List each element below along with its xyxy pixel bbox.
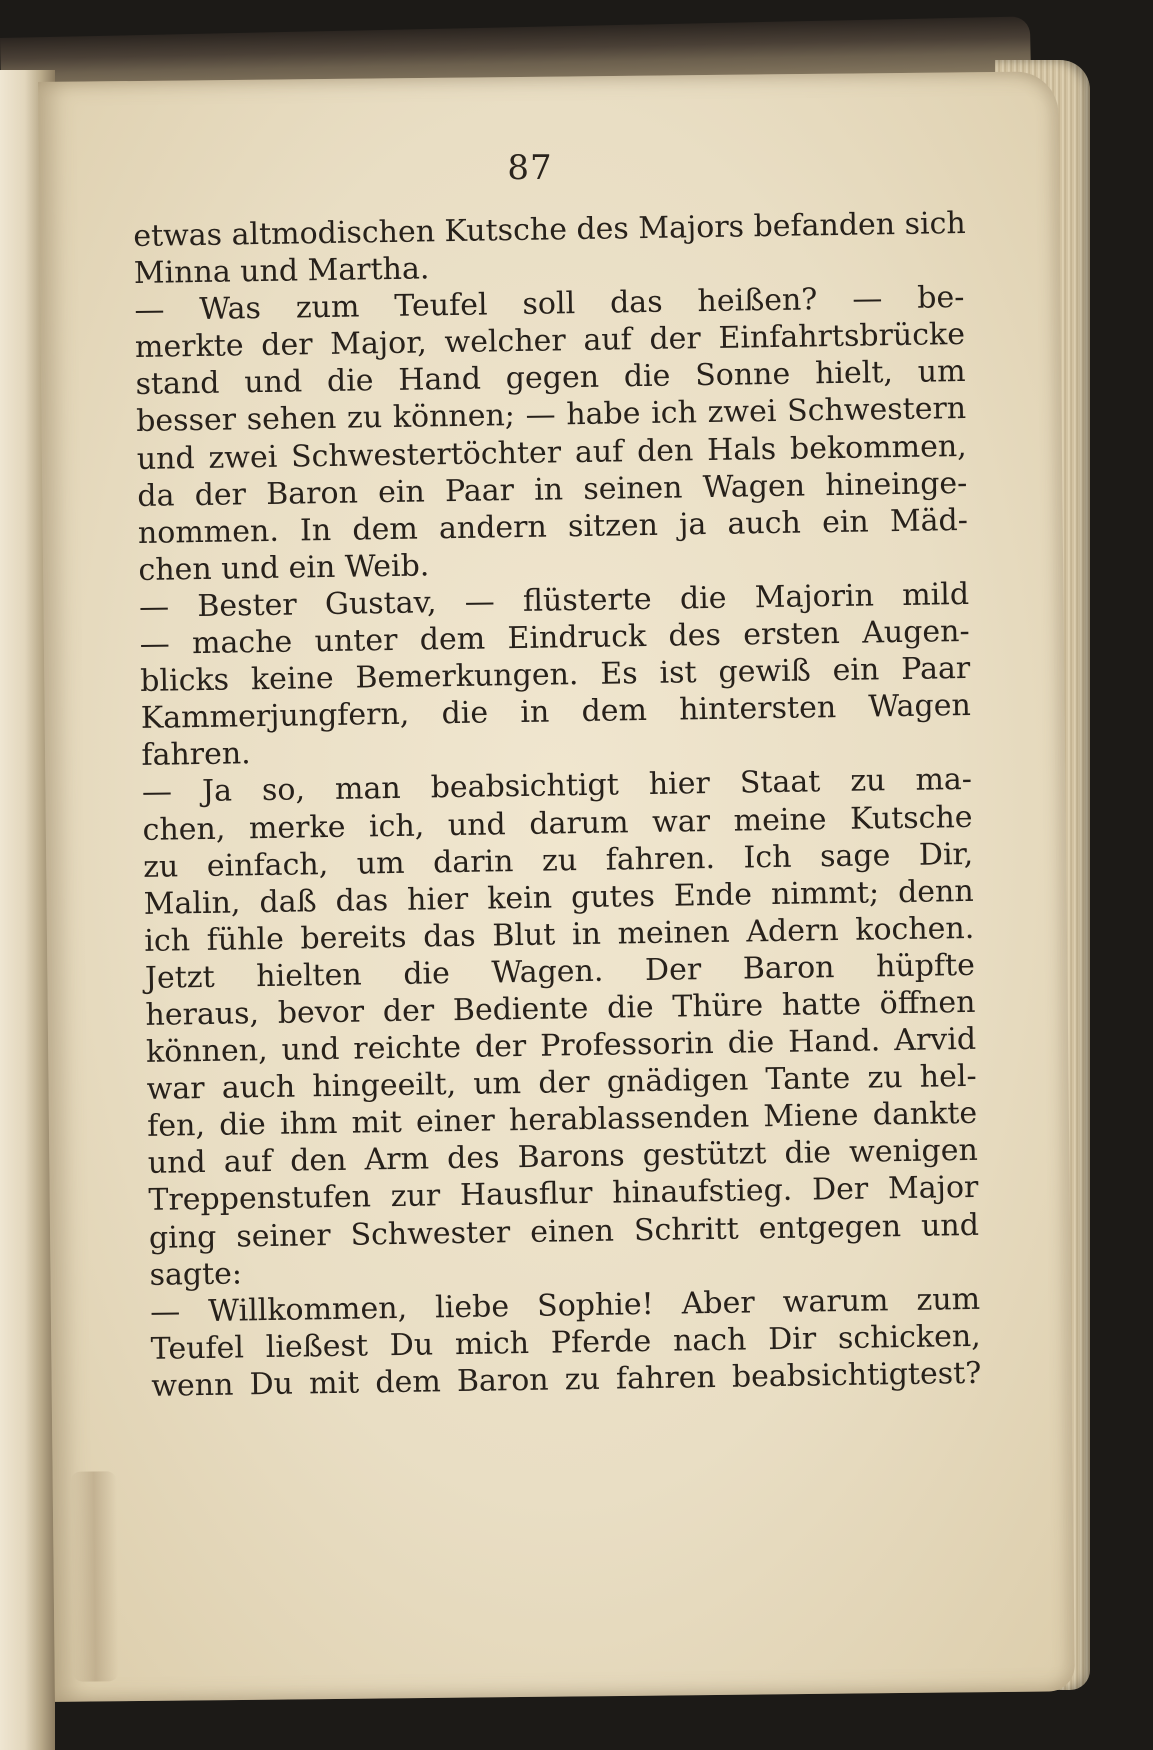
- text-line: merkte der Major, welcher auf der Einfahrtsbrücke: [134, 317, 966, 366]
- text-line: und auf den Arm des Barons gestützt die wenigen: [147, 1133, 979, 1182]
- text-line: Treppenstufen zur Hausflur hinaufstieg. Der Major: [148, 1170, 979, 1219]
- text-line: etwas altmodischen Kutsche des Majors befanden sich: [133, 205, 967, 254]
- text-line: können, und reichte der Professorin die Hand. Arvid: [145, 1021, 977, 1070]
- text-line: da der Baron ein Paar in seinen Wagen hineinge-: [137, 465, 968, 514]
- text-line: fahren.: [141, 736, 251, 774]
- text-line: chen, merke ich, und darum war meine Kutsche: [142, 799, 973, 848]
- page-number: 87: [507, 148, 553, 188]
- text-line: sagte:: [149, 1256, 243, 1293]
- text-line: — Was zum Teufel soll das heißen? — be-: [134, 280, 965, 329]
- text-line: chen und ein Weib.: [138, 548, 430, 588]
- text-line: heraus, bevor der Bediente die Thüre hatte öffnen: [145, 984, 976, 1033]
- text-line: Malin, daß das hier kein gutes Ende nimmt; denn: [143, 873, 974, 922]
- text-line: zu einfach, um darin zu fahren. Ich sage Dir,: [142, 836, 974, 885]
- text-line: Kammerjungfern, die in dem hintersten Wagen: [140, 688, 972, 737]
- text-line: — Bester Gustav, — flüsterte die Majorin mild: [138, 576, 970, 625]
- text-line: Minna und Martha.: [133, 251, 430, 292]
- text-line: ich fühle bereits das Blut in meinen Adern kochen.: [144, 910, 975, 959]
- text-line: und zwei Schwestertöchter auf den Hals bekommen,: [136, 428, 967, 477]
- text-line: Jetzt hielten die Wagen. Der Baron hüpfte: [144, 947, 976, 996]
- text-line: besser sehen zu können; — habe ich zwei Schwestern: [135, 391, 967, 440]
- text-line: — Willkommen, liebe Sophie! Aber warum zum: [149, 1281, 981, 1330]
- text-line: ging seiner Schwester einen Schritt entgegen und: [148, 1207, 980, 1256]
- text-line: war auch hingeeilt, um der gnädigen Tante zu hel-: [146, 1059, 977, 1108]
- text-line: nommen. In dem andern sitzen ja auch ein Mäd-: [137, 502, 969, 551]
- text-line: blicks keine Bemerkungen. Es ist gewiß ein Paar: [140, 651, 971, 700]
- text-line: — mache unter dem Eindruck des ersten Augen-: [139, 613, 970, 662]
- text-line: Teufel ließest Du mich Pferde nach Dir schicken,: [150, 1318, 981, 1367]
- text-line: fen, die ihm mit einer herablassenden Miene dankte: [146, 1096, 978, 1145]
- paper-stain: [71, 1471, 119, 1681]
- text-line: — Ja so, man beabsichtigt hier Staat zu ma-: [141, 762, 973, 811]
- page-text: [133, 205, 982, 1405]
- text-line: stand und die Hand gegen die Sonne hielt, um: [135, 354, 966, 403]
- text-line: wenn Du mit dem Baron zu fahren beabsichtigtest?: [151, 1355, 982, 1404]
